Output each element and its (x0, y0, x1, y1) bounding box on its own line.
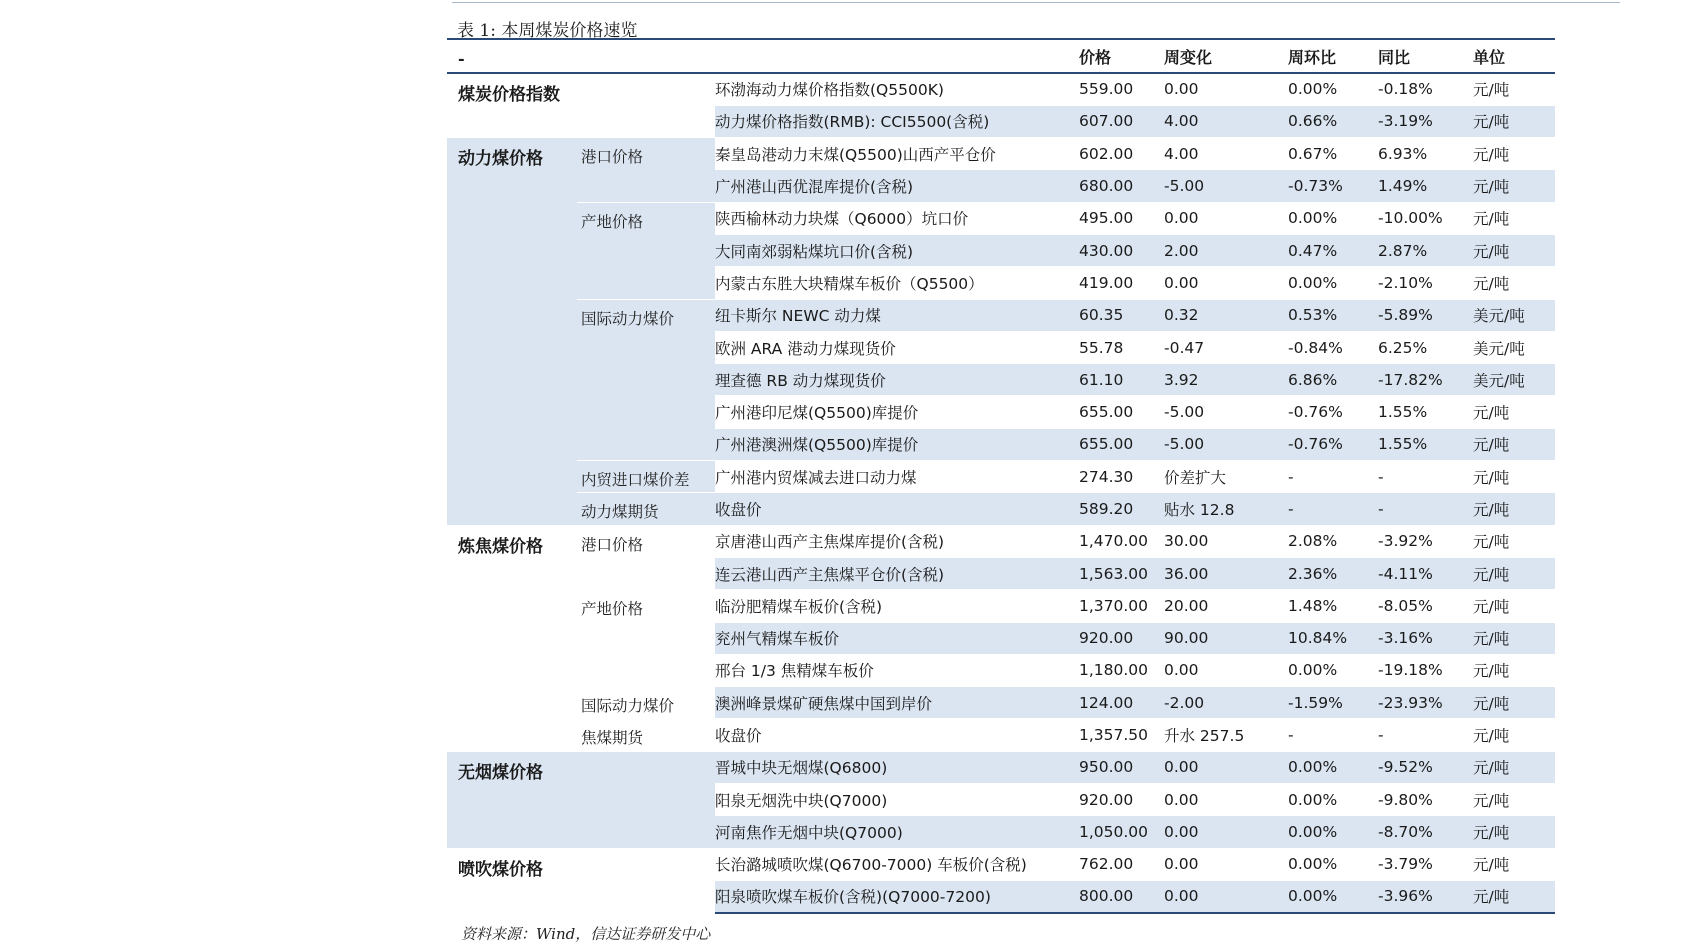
week-on-week-cell: -0.84% (1288, 331, 1378, 363)
item-name-cell: 连云港山西产主焦煤平仓价(含税) (715, 557, 1079, 589)
weekly-change-cell: 0.00 (1164, 816, 1288, 848)
price-cell: 55.78 (1079, 331, 1164, 363)
year-on-year-cell: -3.79% (1378, 848, 1473, 880)
price-cell: 1,050.00 (1079, 816, 1164, 848)
item-name-cell: 广州港内贸煤减去进口动力煤 (715, 461, 1079, 493)
week-on-week-cell: 10.84% (1288, 622, 1378, 654)
year-on-year-cell: -9.80% (1378, 784, 1473, 816)
year-on-year-cell: -8.05% (1378, 590, 1473, 622)
weekly-change-cell: -2.00 (1164, 687, 1288, 719)
table-row (447, 73, 1555, 105)
top-rule (452, 2, 1620, 3)
header-unit: 单位 (1473, 39, 1555, 73)
item-name-cell: 河南焦作无烟中块(Q7000) (715, 816, 1079, 848)
weekly-change-cell: 2.00 (1164, 234, 1288, 266)
item-name-cell: 广州港澳洲煤(Q5500)库提价 (715, 428, 1079, 460)
year-on-year-cell: -3.92% (1378, 525, 1473, 557)
year-on-year-cell: -8.70% (1378, 816, 1473, 848)
year-on-year-cell: -10.00% (1378, 202, 1473, 234)
year-on-year-cell: -9.52% (1378, 751, 1473, 783)
weekly-change-cell: 0.00 (1164, 202, 1288, 234)
year-on-year-cell: -17.82% (1378, 364, 1473, 396)
subcategory-label: 内贸进口煤价差 (577, 461, 715, 493)
item-name-cell: 广州港印尼煤(Q5500)库提价 (715, 396, 1079, 428)
table-row (447, 461, 1555, 493)
table-row (447, 590, 1555, 622)
header-price: 价格 (1079, 39, 1164, 73)
table-row (447, 687, 1555, 719)
weekly-change-cell: 0.00 (1164, 880, 1288, 912)
price-cell: 655.00 (1079, 428, 1164, 460)
price-cell: 602.00 (1079, 138, 1164, 170)
price-cell: 124.00 (1079, 687, 1164, 719)
table-row (447, 202, 1555, 234)
week-on-week-cell: 0.00% (1288, 848, 1378, 880)
week-on-week-cell: -0.76% (1288, 396, 1378, 428)
price-cell: 60.35 (1079, 299, 1164, 331)
price-cell: 1,470.00 (1079, 525, 1164, 557)
year-on-year-cell: 2.87% (1378, 234, 1473, 266)
table-row (447, 299, 1555, 331)
category-label: 动力煤价格 (447, 138, 577, 526)
week-on-week-cell: 0.00% (1288, 267, 1378, 299)
item-name-cell: 阳泉喷吹煤车板价(含税)(Q7000-7200) (715, 880, 1079, 912)
weekly-change-cell: -5.00 (1164, 428, 1288, 460)
weekly-change-cell: 4.00 (1164, 105, 1288, 137)
subcategory-label (577, 848, 715, 913)
source-note: 资料来源：Wind，信达证券研发中心 (461, 925, 711, 943)
unit-cell: 元/吨 (1473, 654, 1555, 686)
year-on-year-cell: -0.18% (1378, 73, 1473, 105)
price-cell: 559.00 (1079, 73, 1164, 105)
item-name-cell: 临汾肥精煤车板价(含税) (715, 590, 1079, 622)
year-on-year-cell: - (1378, 493, 1473, 525)
week-on-week-cell: 2.08% (1288, 525, 1378, 557)
year-on-year-cell: 1.55% (1378, 428, 1473, 460)
coal-price-table-container (447, 38, 1555, 914)
unit-cell: 元/吨 (1473, 784, 1555, 816)
year-on-year-cell: - (1378, 461, 1473, 493)
year-on-year-cell: 6.93% (1378, 138, 1473, 170)
week-on-week-cell: 2.36% (1288, 557, 1378, 589)
subcategory-label: 港口价格 (577, 525, 715, 590)
price-cell: 430.00 (1079, 234, 1164, 266)
category-label: 煤炭价格指数 (447, 73, 577, 138)
weekly-change-cell: 升水 257.5 (1164, 719, 1288, 751)
table-row (447, 493, 1555, 525)
subcategory-label: 动力煤期货 (577, 493, 715, 525)
item-name-cell: 阳泉无烟洗中块(Q7000) (715, 784, 1079, 816)
unit-cell: 元/吨 (1473, 170, 1555, 202)
item-name-cell: 广州港山西优混库提价(含税) (715, 170, 1079, 202)
year-on-year-cell: 6.25% (1378, 331, 1473, 363)
price-cell: 1,563.00 (1079, 557, 1164, 589)
table-caption: 表 1: 本周煤炭价格速览 (457, 21, 638, 41)
price-cell: 61.10 (1079, 364, 1164, 396)
weekly-change-cell: -5.00 (1164, 170, 1288, 202)
table-row (447, 751, 1555, 783)
table-header-row (447, 39, 1555, 73)
unit-cell: 元/吨 (1473, 590, 1555, 622)
price-cell: 655.00 (1079, 396, 1164, 428)
unit-cell: 元/吨 (1473, 557, 1555, 589)
week-on-week-cell: - (1288, 493, 1378, 525)
weekly-change-cell: 4.00 (1164, 138, 1288, 170)
price-cell: 1,357.50 (1079, 719, 1164, 751)
year-on-year-cell: -19.18% (1378, 654, 1473, 686)
week-on-week-cell: - (1288, 719, 1378, 751)
header-week-on-week: 周环比 (1288, 39, 1378, 73)
table-row (447, 719, 1555, 751)
weekly-change-cell: 0.00 (1164, 267, 1288, 299)
item-name-cell: 纽卡斯尔 NEWC 动力煤 (715, 299, 1079, 331)
item-name-cell: 环渤海动力煤价格指数(Q5500K) (715, 73, 1079, 105)
price-cell: 419.00 (1079, 267, 1164, 299)
unit-cell: 元/吨 (1473, 428, 1555, 460)
unit-cell: 元/吨 (1473, 816, 1555, 848)
week-on-week-cell: 0.00% (1288, 816, 1378, 848)
price-cell: 762.00 (1079, 848, 1164, 880)
week-on-week-cell: -1.59% (1288, 687, 1378, 719)
header-weekly-change: 周变化 (1164, 39, 1288, 73)
price-cell: 1,180.00 (1079, 654, 1164, 686)
weekly-change-cell: 0.00 (1164, 751, 1288, 783)
unit-cell: 元/吨 (1473, 525, 1555, 557)
unit-cell: 美元/吨 (1473, 299, 1555, 331)
week-on-week-cell: 0.00% (1288, 751, 1378, 783)
price-cell: 1,370.00 (1079, 590, 1164, 622)
year-on-year-cell: -3.19% (1378, 105, 1473, 137)
week-on-week-cell: 0.66% (1288, 105, 1378, 137)
week-on-week-cell: 0.00% (1288, 784, 1378, 816)
item-name-cell: 内蒙古东胜大块精煤车板价（Q5500） (715, 267, 1079, 299)
week-on-week-cell: 0.00% (1288, 880, 1378, 912)
unit-cell: 元/吨 (1473, 719, 1555, 751)
year-on-year-cell: -5.89% (1378, 299, 1473, 331)
weekly-change-cell: 0.00 (1164, 73, 1288, 105)
subcategory-label: 国际动力煤价 (577, 687, 715, 719)
header-cell-0: - (447, 39, 577, 73)
unit-cell: 元/吨 (1473, 73, 1555, 105)
header-cell-1 (577, 39, 715, 73)
header-cell-2 (715, 39, 1079, 73)
price-cell: 920.00 (1079, 622, 1164, 654)
weekly-change-cell: 0.00 (1164, 848, 1288, 880)
item-name-cell: 理查德 RB 动力煤现货价 (715, 364, 1079, 396)
weekly-change-cell: 90.00 (1164, 622, 1288, 654)
subcategory-label: 产地价格 (577, 202, 715, 299)
table-row (447, 138, 1555, 170)
category-label: 无烟煤价格 (447, 751, 577, 848)
unit-cell: 元/吨 (1473, 493, 1555, 525)
unit-cell: 元/吨 (1473, 848, 1555, 880)
year-on-year-cell: -23.93% (1378, 687, 1473, 719)
weekly-change-cell: 价差扩大 (1164, 461, 1288, 493)
week-on-week-cell: -0.73% (1288, 170, 1378, 202)
item-name-cell: 大同南郊弱粘煤坑口价(含税) (715, 234, 1079, 266)
year-on-year-cell: -3.96% (1378, 880, 1473, 912)
week-on-week-cell: 0.00% (1288, 654, 1378, 686)
week-on-week-cell: 6.86% (1288, 364, 1378, 396)
header-year-on-year: 同比 (1378, 39, 1473, 73)
subcategory-label: 焦煤期货 (577, 719, 715, 751)
week-on-week-cell: 0.00% (1288, 73, 1378, 105)
item-name-cell: 邢台 1/3 焦精煤车板价 (715, 654, 1079, 686)
unit-cell: 元/吨 (1473, 267, 1555, 299)
unit-cell: 元/吨 (1473, 880, 1555, 912)
year-on-year-cell: 1.55% (1378, 396, 1473, 428)
item-name-cell: 京唐港山西产主焦煤库提价(含税) (715, 525, 1079, 557)
unit-cell: 元/吨 (1473, 687, 1555, 719)
item-name-cell: 欧洲 ARA 港动力煤现货价 (715, 331, 1079, 363)
weekly-change-cell: 3.92 (1164, 364, 1288, 396)
week-on-week-cell: -0.76% (1288, 428, 1378, 460)
weekly-change-cell: 30.00 (1164, 525, 1288, 557)
item-name-cell: 收盘价 (715, 493, 1079, 525)
unit-cell: 元/吨 (1473, 234, 1555, 266)
year-on-year-cell: -4.11% (1378, 557, 1473, 589)
price-cell: 495.00 (1079, 202, 1164, 234)
week-on-week-cell: 0.67% (1288, 138, 1378, 170)
unit-cell: 元/吨 (1473, 202, 1555, 234)
subcategory-label: 产地价格 (577, 590, 715, 687)
unit-cell: 元/吨 (1473, 461, 1555, 493)
week-on-week-cell: 1.48% (1288, 590, 1378, 622)
unit-cell: 元/吨 (1473, 138, 1555, 170)
unit-cell: 元/吨 (1473, 396, 1555, 428)
weekly-change-cell: 0.00 (1164, 654, 1288, 686)
price-cell: 589.20 (1079, 493, 1164, 525)
year-on-year-cell: - (1378, 719, 1473, 751)
unit-cell: 美元/吨 (1473, 364, 1555, 396)
subcategory-label (577, 751, 715, 848)
weekly-change-cell: 0.32 (1164, 299, 1288, 331)
price-cell: 680.00 (1079, 170, 1164, 202)
price-cell: 274.30 (1079, 461, 1164, 493)
year-on-year-cell: -2.10% (1378, 267, 1473, 299)
price-cell: 607.00 (1079, 105, 1164, 137)
item-name-cell: 陕西榆林动力块煤（Q6000）坑口价 (715, 202, 1079, 234)
subcategory-label (577, 73, 715, 138)
weekly-change-cell: -5.00 (1164, 396, 1288, 428)
week-on-week-cell: - (1288, 461, 1378, 493)
year-on-year-cell: 1.49% (1378, 170, 1473, 202)
item-name-cell: 秦皇岛港动力末煤(Q5500)山西产平仓价 (715, 138, 1079, 170)
unit-cell: 元/吨 (1473, 751, 1555, 783)
week-on-week-cell: 0.53% (1288, 299, 1378, 331)
price-cell: 800.00 (1079, 880, 1164, 912)
year-on-year-cell: -3.16% (1378, 622, 1473, 654)
table-row (447, 525, 1555, 557)
price-cell: 950.00 (1079, 751, 1164, 783)
item-name-cell: 长治潞城喷吹煤(Q6700-7000) 车板价(含税) (715, 848, 1079, 880)
item-name-cell: 澳洲峰景煤矿硬焦煤中国到岸价 (715, 687, 1079, 719)
week-on-week-cell: 0.00% (1288, 202, 1378, 234)
weekly-change-cell: 0.00 (1164, 784, 1288, 816)
weekly-change-cell: 36.00 (1164, 557, 1288, 589)
subcategory-label: 国际动力煤价 (577, 299, 715, 460)
table-row (447, 848, 1555, 880)
unit-cell: 元/吨 (1473, 622, 1555, 654)
item-name-cell: 晋城中块无烟煤(Q6800) (715, 751, 1079, 783)
weekly-change-cell: 20.00 (1164, 590, 1288, 622)
item-name-cell: 收盘价 (715, 719, 1079, 751)
unit-cell: 美元/吨 (1473, 331, 1555, 363)
weekly-change-cell: 贴水 12.8 (1164, 493, 1288, 525)
item-name-cell: 兖州气精煤车板价 (715, 622, 1079, 654)
weekly-change-cell: -0.47 (1164, 331, 1288, 363)
unit-cell: 元/吨 (1473, 105, 1555, 137)
category-label: 炼焦煤价格 (447, 525, 577, 751)
item-name-cell: 动力煤价格指数(RMB): CCI5500(含税) (715, 105, 1079, 137)
category-label: 喷吹煤价格 (447, 848, 577, 913)
subcategory-label: 港口价格 (577, 138, 715, 203)
coal-price-table (447, 38, 1555, 914)
price-cell: 920.00 (1079, 784, 1164, 816)
table-body (447, 73, 1555, 913)
week-on-week-cell: 0.47% (1288, 234, 1378, 266)
